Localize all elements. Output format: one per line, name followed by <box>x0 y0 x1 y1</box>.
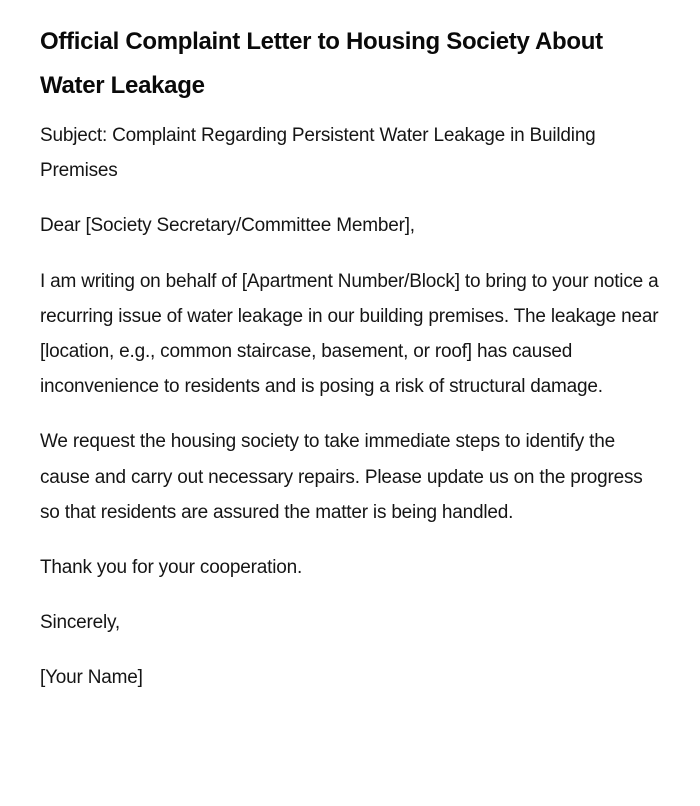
letter-body-paragraph: We request the housing society to take immediate steps to identify the cause and carry out necessary repairs. Please update us on the progress so that residents are assured the matter is being handled. <box>40 431 643 523</box>
letter-salutation: Dear [Society Secretary/Committee Member], <box>40 215 415 237</box>
letter-signature: [Your Name] <box>40 667 143 689</box>
letter-subject: Subject: Complaint Regarding Persistent Water Leakage in Building Premises <box>40 125 596 182</box>
letter-closing: Sincerely, <box>40 612 121 634</box>
letter-body-paragraph: I am writing on behalf of [Apartment Number/Block] to bring to your notice a recurring issue of water leakage in our building premises. The leakage near [location, e.g., common staircase, basement, or roof] has caused inconvenience to residents and is posing a risk of structural damage. <box>40 270 659 398</box>
letter-title: Official Complaint Letter to Housing Society About Water Leakage <box>40 28 603 99</box>
letter-thanks: Thank you for your cooperation. <box>40 557 303 579</box>
